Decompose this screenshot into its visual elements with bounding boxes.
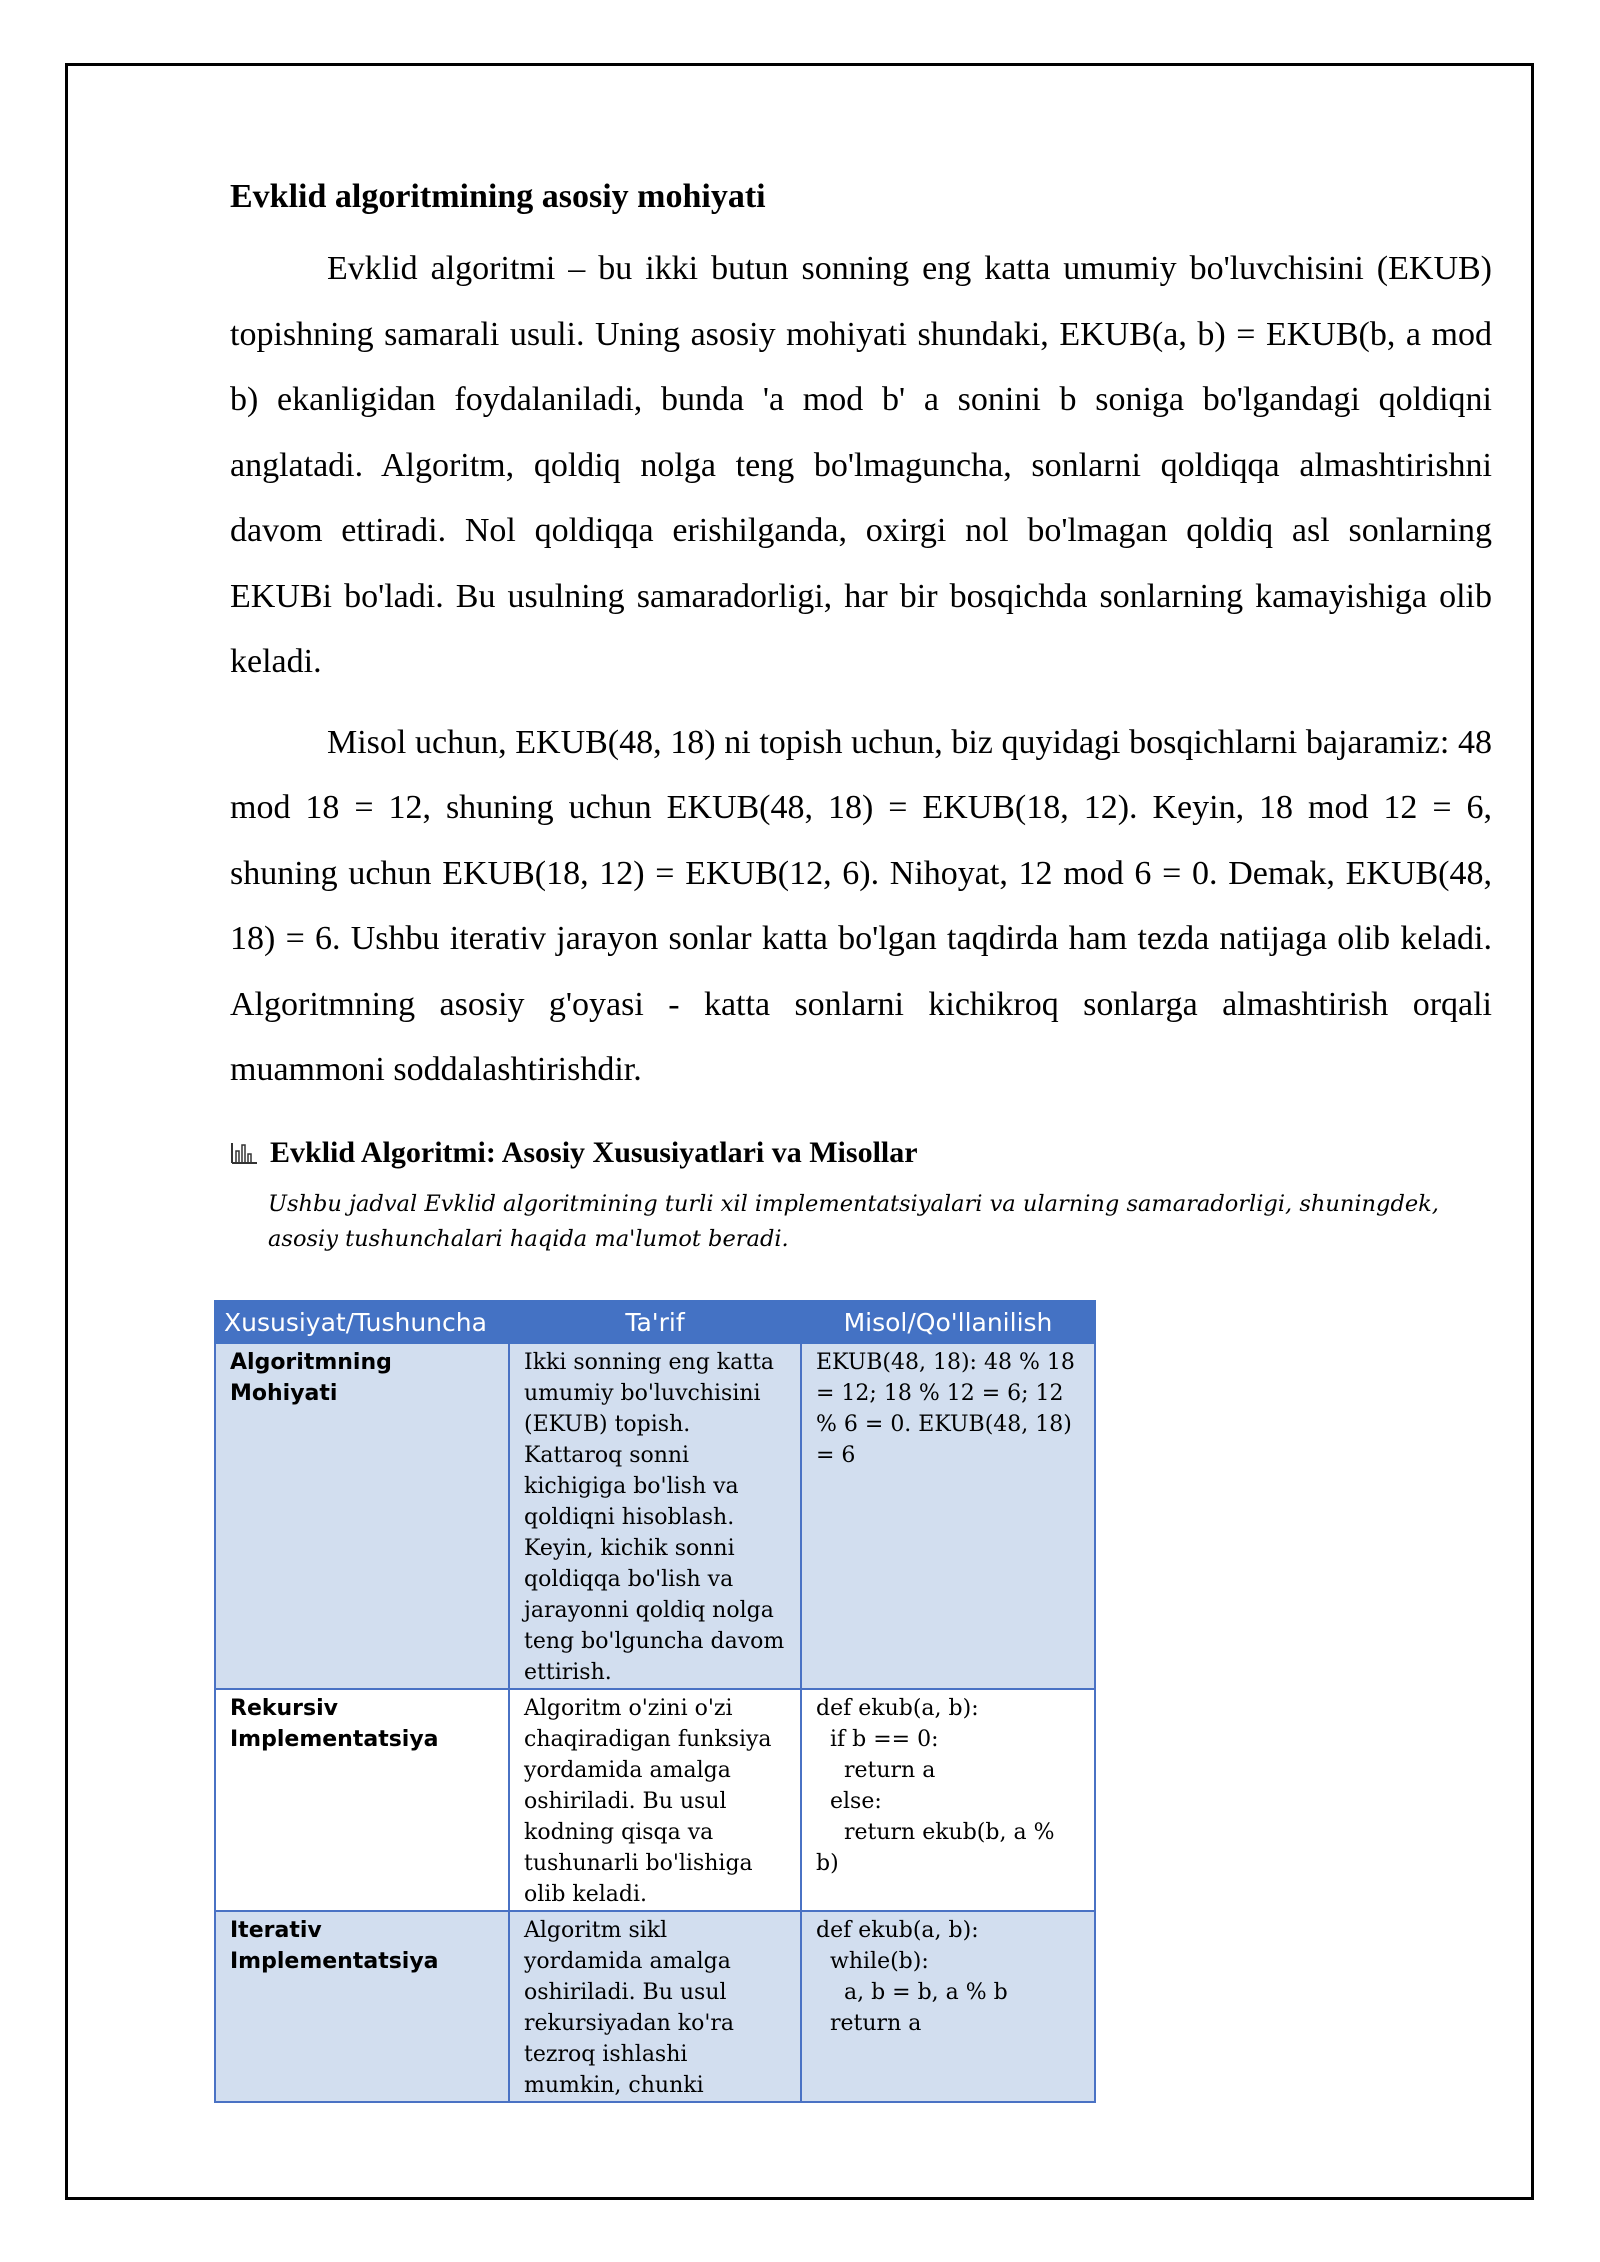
section-title: Evklid algoritmining asosiy mohiyati bbox=[230, 178, 766, 215]
definition-cell: Ikki sonning eng katta umumiy bo'luvchisini (EKUB) topish. Kattaroq sonni kichigiga bo'lish va qoldiqni hisoblash. Keyin, kichik sonni qoldiqqa bo'lish va jarayonni qoldiq nolga teng bo'lguncha davom ettirish. bbox=[509, 1343, 801, 1689]
table-caption: Ushbu jadval Evklid algoritmining turli xil implementatsiyalari va ularning samaradorligi, shuningdek, asosiy tushunchalari haqida ma'lumot beradi. bbox=[268, 1190, 1439, 1252]
table-row bbox=[215, 1689, 1095, 1911]
definition-cell: Algoritm sikl yordamida amalga oshiriladi. Bu usul rekursiyadan ko'ra tezroq ishlashi mumkin, chunki bbox=[509, 1911, 801, 2102]
example-cell: def ekub(a, b): while(b): a, b = b, a % b return a bbox=[801, 1911, 1095, 2102]
paragraph-1: Evklid algoritmi – bu ikki butun sonning eng katta umumiy bo'luvchisini (EKUB) topishning samarali usuli. Uning asosiy mohiyati shundaki, EKUB(a, b) = EKUB(b, a mod b) ekanligidan foydalaniladi, bunda 'a mod b' a sonini b soniga bo'lgandagi qoldiqni anglatadi. Algoritm, qoldiq nolga teng bo'lmaguncha, sonlarni qoldiqqa almashtirishni davom ettiradi. Nol qoldiqqa erishilganda, oxirgi nol bo'lmagan qoldiq asl sonlarning EKUBi bo'ladi. Bu usulning samaradorligi, har bir bosqichda sonlarning kamayishiga olib keladi. bbox=[230, 250, 1492, 680]
example-cell: def ekub(a, b): if b == 0: return a else: return ekub(b, a % b) bbox=[801, 1689, 1095, 1911]
paragraph-2: Misol uchun, EKUB(48, 18) ni topish uchun, biz quyidagi bosqichlarni bajaramiz: 48 mod 18 = 12, shuning uchun EKUB(48, 18) = EKUB(18, 12). Keyin, 18 mod 12 = 6, shuning uchun EKUB(18, 12) = EKUB(12, 6). Nihoyat, 12 mod 6 = 0. Demak, EKUB(48, 18) = 6. Ushbu iterativ jarayon sonlar katta bo'lgan taqdirda ham tezda natijaga olib keladi. Algoritmning asosiy g'oyasi - katta sonlarni kichikroq sonlarga almashtirish orqali muammoni soddalashtirishdir. bbox=[230, 723, 1492, 1088]
features-table bbox=[214, 1300, 1096, 2103]
column-header-definition: Ta'rif bbox=[509, 1301, 801, 1343]
column-header-example: Misol/Qo'llanilish bbox=[801, 1301, 1095, 1343]
column-header-feature: Xususiyat/Tushuncha bbox=[215, 1301, 509, 1343]
table-header-row bbox=[215, 1301, 1095, 1343]
feature-cell: Rekursiv Implementatsiya bbox=[215, 1689, 509, 1911]
table-row bbox=[215, 1911, 1095, 2102]
table-heading bbox=[230, 1131, 1492, 1175]
table-heading-title: Evklid Algoritmi: Asosiy Xususiyatlari va Misollar bbox=[270, 1135, 918, 1169]
feature-cell: Algoritmning Mohiyati bbox=[215, 1343, 509, 1689]
definition-cell: Algoritm o'zini o'zi chaqiradigan funksiya yordamida amalga oshiriladi. Bu usul kodning qisqa va tushunarli bo'lishiga olib keladi. bbox=[509, 1689, 801, 1911]
document-body bbox=[230, 172, 1492, 1257]
table-row bbox=[215, 1343, 1095, 1689]
bar-chart-icon bbox=[230, 1141, 258, 1165]
example-cell: EKUB(48, 18): 48 % 18 = 12; 18 % 12 = 6; 12 % 6 = 0. EKUB(48, 18) = 6 bbox=[801, 1343, 1095, 1689]
feature-cell: Iterativ Implementatsiya bbox=[215, 1911, 509, 2102]
